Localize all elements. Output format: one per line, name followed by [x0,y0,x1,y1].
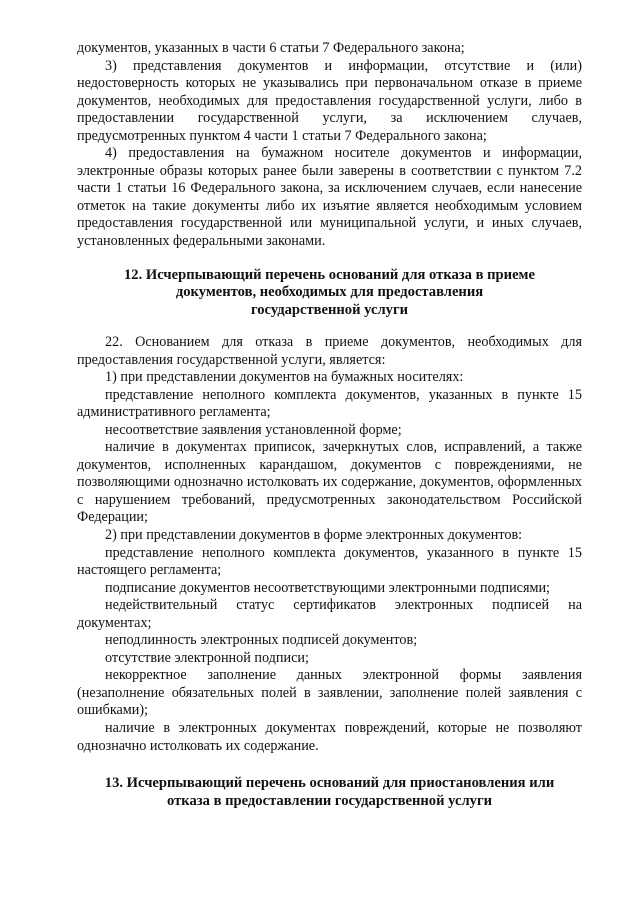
paragraph: недействительный статус сертификатов электронных подписей на документах; [77,597,582,631]
section-13-heading [77,775,582,811]
paragraphs-top [77,40,582,251]
heading-line: документов, необходимых для предоставления [175,284,484,301]
paragraph: наличие в документах приписок, зачеркнутых слов, исправлений, а также документов, исполненных карандашом, документов с повреждениями, не позволяющими однозначно истолковать их содержание, документов, оформленных с нарушением требований, предусмотренных законодательством Российской Федерации; [77,439,582,526]
paragraph: 2) при представлении документов в форме электронных документов: [105,526,523,543]
document-page [77,40,582,811]
paragraph: представление неполного комплекта документов, указанных в пункте 15 административного регламента; [77,386,582,421]
section-12-heading [77,267,582,320]
paragraph: отсутствие электронной подписи; [105,649,309,666]
paragraph: документов, указанных в части 6 статьи 7 Федерального закона; [77,40,465,56]
heading-line: 12. Исчерпывающий перечень оснований для отказа в приеме [124,266,535,283]
section-12-body [77,334,582,755]
paragraph: некорректное заполнение данных электронной формы заявления (незаполнение обязательных полей в заявлении, заполнение полей заявления с ошибками); [77,667,582,719]
paragraph: неподлинность электронных подписей документов; [105,632,418,649]
paragraph: представление неполного комплекта документов, указанного в пункте 15 настоящего регламента; [77,544,582,579]
heading-line: государственной услуги [250,302,409,319]
paragraph: 4) предоставления на бумажном носителе документов и информации, электронные образы которых ранее были заверены в соответствии с пунктом 7.2 части 1 статьи 16 Федерального закона, за исключением случаев, если нанесение отметок на такие документы либо их изъятие является необходимым условием предоставления государственной или муниципальной услуги, и иных случаев, установленных федеральными законами. [77,145,582,250]
paragraph: подписание документов несоответствующими электронными подписями; [105,579,550,596]
paragraph: наличие в электронных документах повреждений, которые не позволяют однозначно истолковать их содержание. [77,719,582,754]
paragraph: 22. Основанием для отказа в приеме документов, необходимых для предоставления государственной услуги, является: [77,333,582,368]
paragraph: 3) представления документов и информации, отсутствие и (или) недостоверность которых не указывались при первоначальном отказе в приеме документов, необходимых для предоставления государственной услуги, либо в предоставлении государственной услуги, за исключением случаев, предусмотренных пунктом 4 части 1 статьи 7 Федерального закона; [77,57,582,144]
paragraph: 1) при представлении документов на бумажных носителях: [105,369,464,386]
paragraph: несоответствие заявления установленной форме; [105,421,402,438]
heading-line: отказа в предоставлении государственной услуги [167,792,492,809]
heading-line: 13. Исчерпывающий перечень оснований для приостановления или [104,775,555,792]
